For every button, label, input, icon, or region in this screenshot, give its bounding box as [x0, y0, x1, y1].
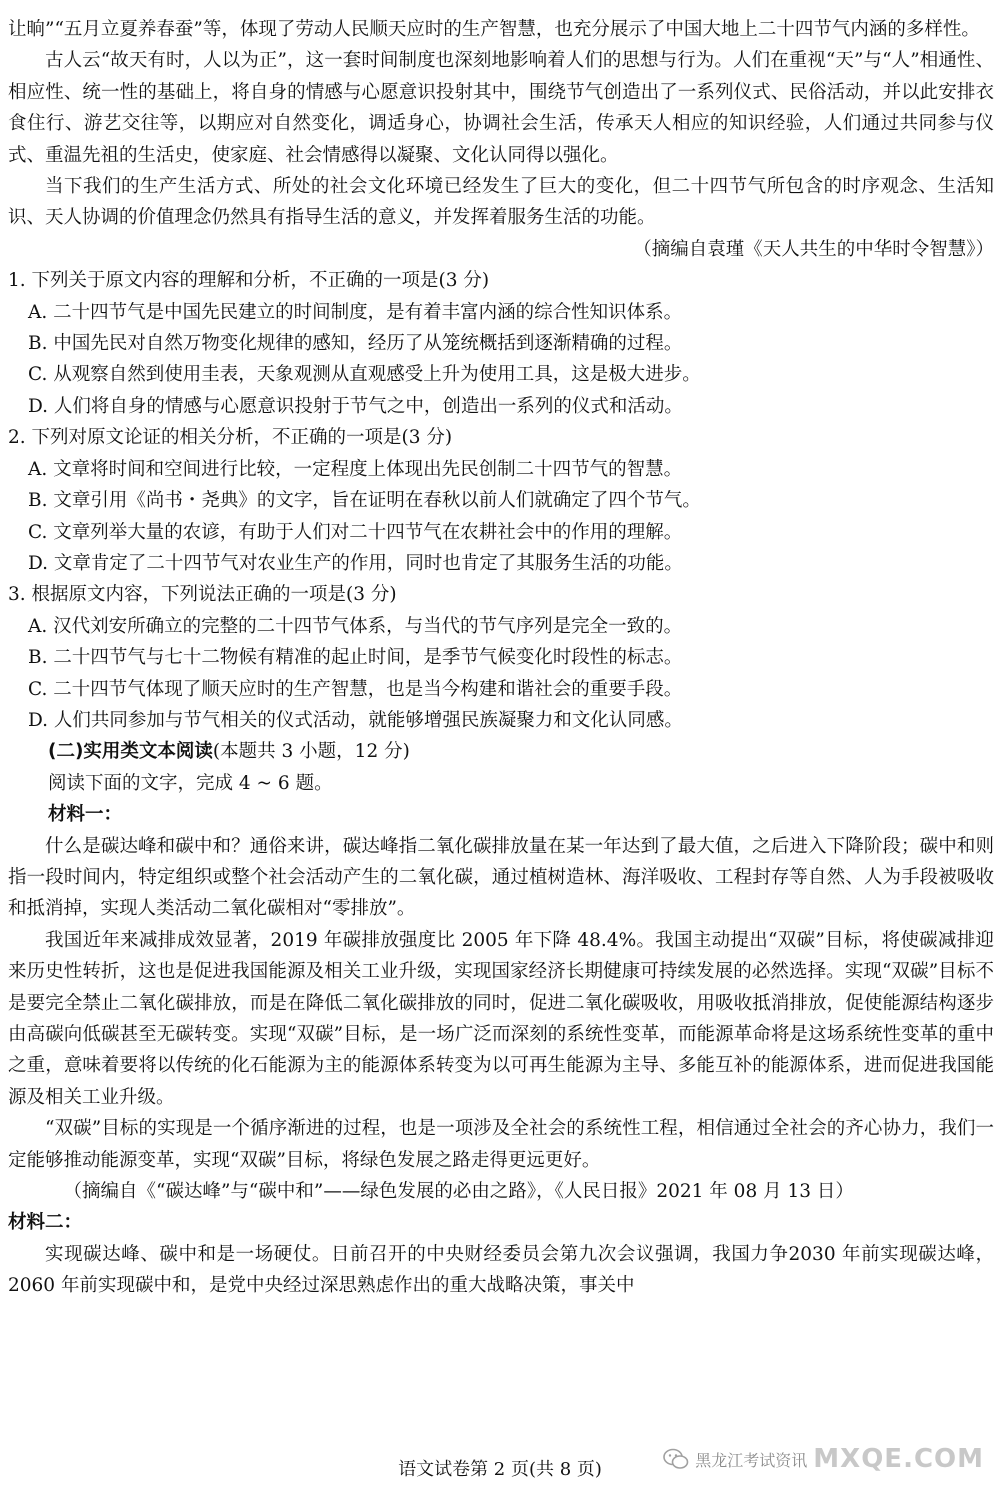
passage-continuation: 让晌”“五月立夏养春蚕”等，体现了劳动人民顺天应时的生产智慧，也充分展示了中国大地上二十四节气内涵的多样性。 — [8, 19, 980, 40]
question-stem: 1. 下列关于原文内容的理解和分析，不正确的一项是(3 分) — [8, 270, 490, 292]
answer-option: C. 从观察自然到使用圭表，天象观测从直观感受上升为使用工具，这是极大进步。 — [28, 364, 701, 386]
material-paragraph: 实现碳达峰、碳中和是一场硬仗。日前召开的中央财经委员会第九次会议强调，我国力争2030 年前实现碳达峰，2060 年前实现碳中和，是党中央经过深思熟虑作出的重大战略决策，事关中 — [8, 1243, 994, 1297]
section-title: (二)实用类文本阅读 — [48, 741, 213, 763]
material-paragraph: 什么是碳达峰和碳中和？通俗来讲，碳达峰指二氧化碳排放量在某一年达到了最大值，之后进入下降阶段；碳中和则指一段时间内，特定组织或整个社会活动产生的二氧化碳，通过植树造林、海洋吸收、工程封存等自然、人为手段被吸收和抵消掉，实现人类活动二氧化碳相对“零排放”。 — [8, 835, 994, 920]
answer-option: C. 文章列举大量的农谚，有助于人们对二十四节气在农耕社会中的作用的理解。 — [28, 521, 683, 543]
material-paragraph: “双碳”目标的实现是一个循序渐进的过程，也是一项涉及全社会的系统性工程，相信通过全社会的齐心协力，我们一定能够推动能源变革，实现“双碳”目标，将绿色发展之路走得更远更好。 — [8, 1118, 994, 1171]
section-instruction: 阅读下面的文字，完成 4 ~ 6 题。 — [48, 772, 333, 794]
answer-option: D. 文章肯定了二十四节气对农业生产的作用，同时也肯定了其服务生活的功能。 — [28, 552, 683, 574]
question-3 — [8, 579, 994, 736]
answer-option: A. 文章将时间和空间进行比较，一定程度上体现出先民创制二十四节气的智慧。 — [28, 458, 683, 480]
section-score: (本题共 3 小题，12 分) — [212, 741, 410, 763]
question-stem: 3. 根据原文内容，下列说法正确的一项是(3 分) — [8, 584, 397, 606]
answer-option: C. 二十四节气体现了顺天应时的生产智慧，也是当今构建和谐社会的重要手段。 — [28, 678, 683, 700]
page-footer: 语文试卷第 2 页(共 8 页) — [398, 1459, 602, 1480]
material-source: （摘编自《“碳达峰”与“碳中和”——绿色发展的必由之路》，《人民日报》2021 年 08 月 13 日） — [63, 1181, 854, 1203]
section-heading — [8, 736, 994, 767]
answer-option: D. 人们将自身的情感与心愿意识投射于节气之中，创造出一系列的仪式和活动。 — [28, 395, 683, 417]
watermark-site: MXQE.COM — [813, 1444, 984, 1474]
material-paragraph: 我国近年来减排成效显著，2019 年碳排放强度比 2005 年下降 48.4%。我国主动提出“双碳”目标，将使碳减排迎来历史性转折，这也是促进我国能源及相关工业升级，实现国家经济长期健康可持续发展的必然选择。实现“双碳”目标不是要完全禁止二氧化碳排放，而是在降低二氧化碳排放的同时，促进二氧化碳吸收，用吸收抵消排放，促使能源结构逐步由高碳向低碳甚至无碳转变。实现“双碳”目标，是一场广泛而深刻的系统性变革，而能源革命将是这场系统性变革的重中之重，意味着要将以传统的化石能源为主的能源体系转变为以可再生能源为主导、多能互补的能源体系，进而促进我国能源及相关工业升级。 — [8, 929, 994, 1108]
passage-paragraph: 当下我们的生产生活方式、所处的社会文化环境已经发生了巨大的变化，但二十四节气所包含的时序观念、生活知识、天人协调的价值理念仍然具有指导生活的意义，并发挥着服务生活的功能。 — [8, 176, 994, 229]
answer-option: B. 中国先民对自然万物变化规律的感知，经历了从笼统概括到逐渐精确的过程。 — [28, 333, 683, 355]
answer-option: B. 二十四节气与七十二物候有精准的起止时间，是季节气候变化时段性的标志。 — [28, 647, 683, 669]
passage-source: （摘编自袁瑾《天人共生的中华时令智慧》） — [633, 238, 994, 260]
watermark — [663, 1444, 984, 1474]
question-stem: 2. 下列对原文论证的相关分析，不正确的一项是(3 分) — [8, 427, 453, 449]
material-2-label: 材料二： — [8, 1212, 83, 1234]
answer-option: B. 文章引用《尚书・尧典》的文字，旨在证明在春秋以前人们就确定了四个节气。 — [28, 490, 701, 512]
passage-paragraph: 古人云“故天有时，人以为正”，这一套时间制度也深刻地影响着人们的思想与行为。人们在重视“天”与“人”相通性、相应性、统一性的基础上，将自身的情感与心愿意识投射其中，围绕节气创造出了一系列仪式、民俗活动，并以此安排衣食住行、游艺交往等，以期应对自然变化，调适身心，协调社会生活，传承天人相应的知识经验，人们通过共同参与仪式、重温先祖的生活史，使家庭、社会情感得以凝聚、文化认同得以强化。 — [8, 50, 994, 166]
answer-option: A. 汉代刘安所确立的完整的二十四节气体系，与当代的节气序列是完全一致的。 — [28, 615, 683, 637]
watermark-account: 黑龙江考试资讯 — [695, 1450, 808, 1470]
answer-option: A. 二十四节气是中国先民建立的时间制度，是有着丰富内涵的综合性知识体系。 — [28, 301, 683, 323]
wechat-icon — [663, 1448, 689, 1470]
question-1 — [8, 265, 994, 422]
answer-option: D. 人们共同参加与节气相关的仪式活动，就能够增强民族凝聚力和文化认同感。 — [28, 709, 683, 731]
material-1-label: 材料一： — [48, 804, 123, 826]
question-2 — [8, 422, 994, 579]
exam-page — [8, 14, 994, 1302]
